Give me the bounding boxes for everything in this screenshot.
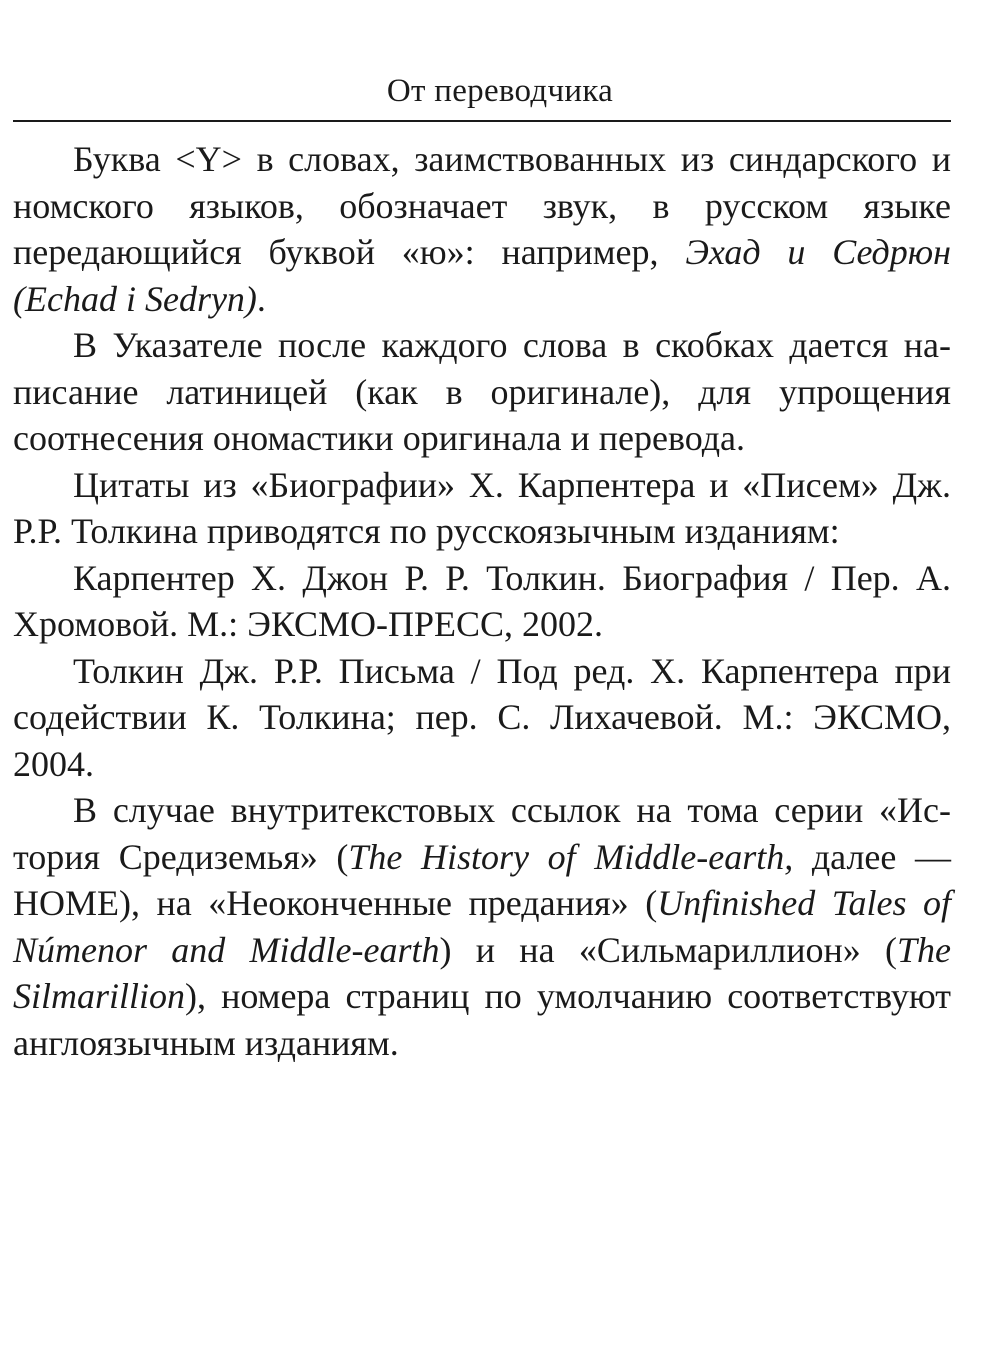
paragraph-text: Буква <Y> в словах, заимствованных из синдарского и номского языков, обозначает звук, в русском языке передающийся буквой «ю»: например,: [13, 139, 951, 272]
paragraph-text: ), номера страниц по умолчанию соответствуют англоязычным изданиям.: [13, 976, 951, 1063]
page-body: [13, 136, 951, 1066]
paragraph-text: далее — HOME), на «Неоконченные предания» (: [13, 836, 951, 923]
paragraph-text: В случае внутритекстовых ссылок на тома серии «История Средиземья» (: [13, 790, 951, 877]
running-head-title: От переводчика: [386, 73, 614, 109]
paragraph-biography-ref: Карпентер Х. Джон Р. Р. Толкин. Биография / Пер. А. Хромовой. М.: ЭКСМО-ПРЕСС, 2002.: [13, 557, 951, 644]
paragraph-index-note: В Указателе после каждого слова в скобках дается написание латиницей (как в оригинале), для упрощения соотнесения ономастики оригинала и перевода.: [13, 325, 951, 458]
paragraph-letter-y: [13, 136, 951, 322]
italic-title-silmarillion: The Silmarillion: [13, 929, 951, 1016]
paragraph-text: ) и на «Сильмариллион» (: [439, 929, 897, 970]
paragraph-text: .: [256, 278, 266, 319]
italic-title-home: The History of Middle-earth,: [348, 836, 794, 877]
italic-title-unfinished-tales: Unfinished Tales of Númenor and Middle-earth: [13, 883, 951, 970]
paragraph-quotes-note: Цитаты из «Биографии» Х. Карпентера и «Писем» Дж. Р.Р. Толкина приводятся по русскоязычным изданиям:: [13, 464, 951, 551]
paragraph-references-note: [13, 787, 951, 1066]
italic-example: Эхад и Седрюн (Echad i Sedryn): [13, 232, 951, 319]
header-rule: [13, 120, 951, 122]
paragraph-letters-ref: Толкин Дж. Р.Р. Письма / Под ред. Х. Карпентера при содействии К. Толкина; пер. С. Лихачевой. М.: ЭКСМО, 2004.: [13, 650, 951, 784]
